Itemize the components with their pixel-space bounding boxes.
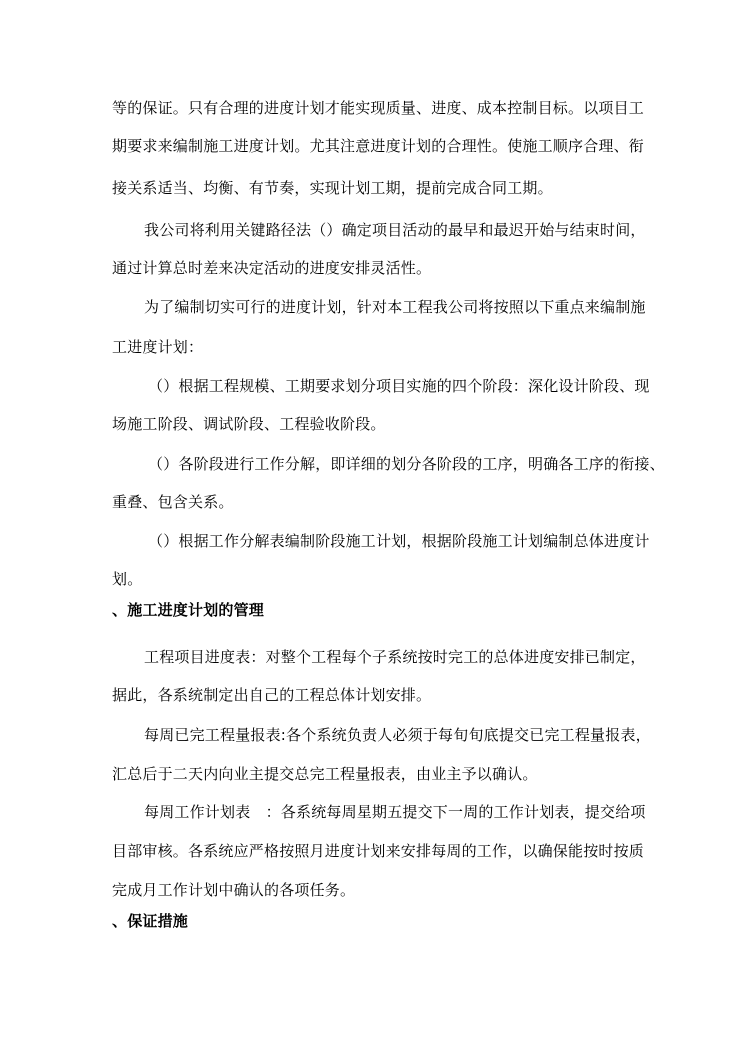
paragraph-9-line-1: 每周工作计划表 ：各系统每周星期五提交下一周的工作计划表，提交给项 xyxy=(144,803,646,821)
paragraph-5-line-1: （）各阶段进行工作分解，即详细的划分各阶段的工序，明确各工序的衔接、 xyxy=(148,455,665,473)
paragraph-2-line-2: 通过计算总时差来决定活动的进度安排灵活性。 xyxy=(112,259,432,277)
paragraph-8-line-2: 汇总后于二天内向业主提交总完工程量报表，由业主予以确认。 xyxy=(112,765,538,783)
paragraph-4-line-2: 场施工阶段、调试阶段、工程验收阶段。 xyxy=(112,415,386,433)
section-heading-guarantee-measures: 、保证措施 xyxy=(112,912,189,930)
paragraph-9-line-2: 目部审核。各系统应严格按照月进度计划来安排每周的工作，以确保能按时按质 xyxy=(112,842,645,860)
paragraph-1-line-1: 等的保证。只有合理的进度计划才能实现质量、进度、成本控制目标。以项目工 xyxy=(112,99,645,117)
section-heading-schedule-management: 、施工进度计划的管理 xyxy=(112,601,265,619)
paragraph-3-line-2: 工进度计划： xyxy=(112,338,204,356)
paragraph-5-line-2: 重叠、包含关系。 xyxy=(112,493,234,511)
paragraph-6-line-2: 划。 xyxy=(112,570,143,588)
paragraph-8-line-1: 每周已完工程量报表:各个系统负责人必须于每旬旬底提交已完工程量报表， xyxy=(144,726,651,744)
paragraph-1-line-2: 期要求来编制施工进度计划。尤其注意进度计划的合理性。使施工顺序合理、衔 xyxy=(112,137,645,155)
paragraph-7-line-1: 工程项目进度表：对整个工程每个子系统按时完工的总体进度安排已制定， xyxy=(144,648,646,666)
paragraph-3-line-1: 为了编制切实可行的进度计划，针对本工程我公司将按照以下重点来编制施 xyxy=(144,298,646,316)
paragraph-9-line-3: 完成月工作计划中确认的各项任务。 xyxy=(112,881,356,899)
paragraph-7-line-2: 据此，各系统制定出自己的工程总体计划安排。 xyxy=(112,686,432,704)
paragraph-4-line-1: （）根据工程规模、工期要求划分项目实施的四个阶段：深化设计阶段、现 xyxy=(148,377,650,395)
paragraph-6-line-1: （）根据工作分解表编制阶段施工计划，根据阶段施工计划编制总体进度计 xyxy=(148,532,650,550)
paragraph-1-line-3: 接关系适当、均衡、有节奏，实现计划工期，提前完成合同工期。 xyxy=(112,179,553,197)
paragraph-2-line-1: 我公司将利用关键路径法（）确定项目活动的最早和最迟开始与结束时间， xyxy=(144,221,646,239)
